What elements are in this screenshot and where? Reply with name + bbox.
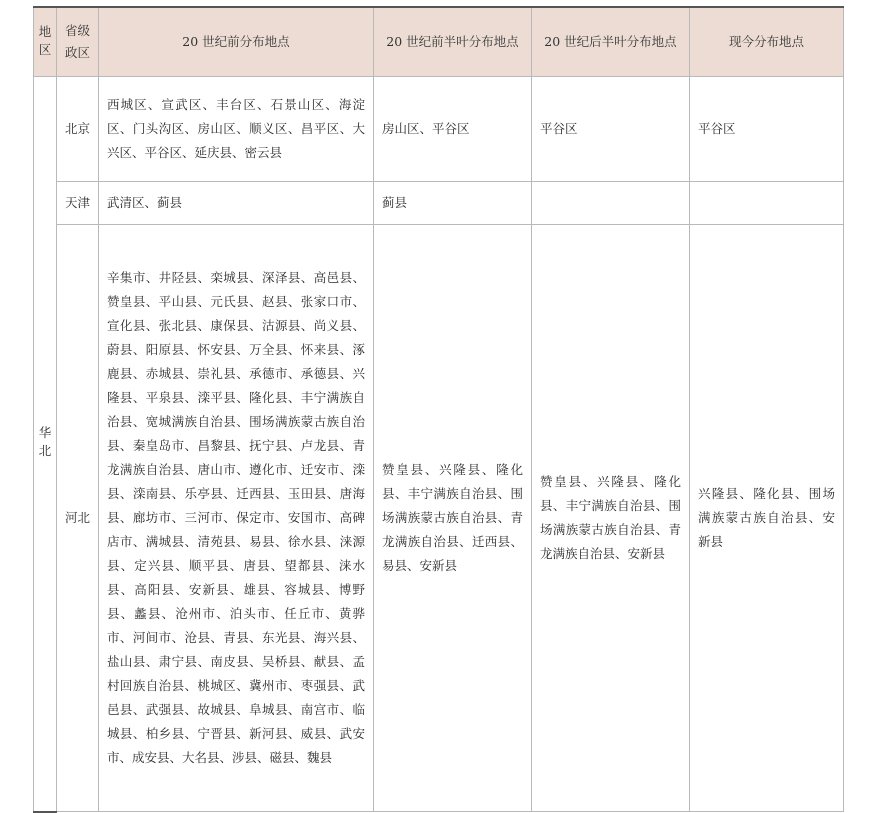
present-cell: 兴隆县、隆化县、围场满族蒙古族自治县、安新县: [690, 225, 844, 812]
present-cell: 平谷区: [690, 77, 844, 182]
header-pre-20c: 20 世纪前分布地点: [99, 7, 374, 77]
province-cell: 天津: [57, 182, 99, 225]
first-half-20c-cell: 蓟县: [374, 182, 532, 225]
second-half-20c-cell: [532, 182, 690, 225]
region-cell: 华北: [34, 77, 57, 812]
present-cell: [690, 182, 844, 225]
pre-20c-cell: 西城区、宣武区、丰台区、石景山区、海淀区、门头沟区、房山区、顺义区、昌平区、大兴区、平谷区、延庆县、密云县: [99, 77, 374, 182]
second-half-20c-cell: 平谷区: [532, 77, 690, 182]
pre-20c-cell: 辛集市、井陉县、栾城县、深泽县、高邑县、赞皇县、平山县、元氏县、赵县、张家口市、宣化县、张北县、康保县、沽源县、尚义县、蔚县、阳原县、怀安县、万全县、怀来县、涿鹿县、赤城县、崇礼县、承德市、承德县、兴隆县、平泉县、滦平县、隆化县、丰宁满族自治县、宽城满族自治县、围场满族蒙古族自治县、秦皇岛市、昌黎县、抚宁县、卢龙县、青龙满族自治县、唐山市、遵化市、迁安市、滦县、滦南县、乐亭县、迁西县、玉田县、唐海县、廊坊市、三河市、保定市、安国市、高碑店市、满城县、清苑县、易县、徐水县、涞源县、定兴县、顺平县、唐县、望都县、涞水县、高阳县、安新县、雄县、容城县、博野县、蠡县、沧州市、泊头市、任丘市、黄骅市、河间市、沧县、青县、东光县、海兴县、盐山县、肃宁县、南皮县、吴桥县、献县、孟村回族自治县、桃城区、冀州市、枣强县、武邑县、武强县、故城县、阜城县、南宫市、临城县、柏乡县、宁晋县、新河县、威县、武安市、成安县、大名县、涉县、磁县、魏县: [99, 225, 374, 812]
header-region: 地区: [34, 7, 57, 77]
province-cell: 河北: [57, 225, 99, 812]
header-province: 省级政区: [57, 7, 99, 77]
first-half-20c-cell: 房山区、平谷区: [374, 77, 532, 182]
header-row: [34, 7, 844, 77]
pre-20c-cell: 武清区、蓟县: [99, 182, 374, 225]
province-cell: 北京: [57, 77, 99, 182]
header-first-half-20c: 20 世纪前半叶分布地点: [374, 7, 532, 77]
table-row: [34, 77, 844, 182]
header-second-half-20c: 20 世纪后半叶分布地点: [532, 7, 690, 77]
first-half-20c-cell: 赞皇县、兴隆县、隆化县、丰宁满族自治县、围场满族蒙古族自治县、青龙满族自治县、迁西县、易县、安新县: [374, 225, 532, 812]
table-row: [34, 182, 844, 225]
second-half-20c-cell: 赞皇县、兴隆县、隆化县、丰宁满族自治县、围场满族蒙古族自治县、青龙满族自治县、安新县: [532, 225, 690, 812]
distribution-table: [33, 6, 844, 813]
header-present: 现今分布地点: [690, 7, 844, 77]
table-row: [34, 225, 844, 812]
